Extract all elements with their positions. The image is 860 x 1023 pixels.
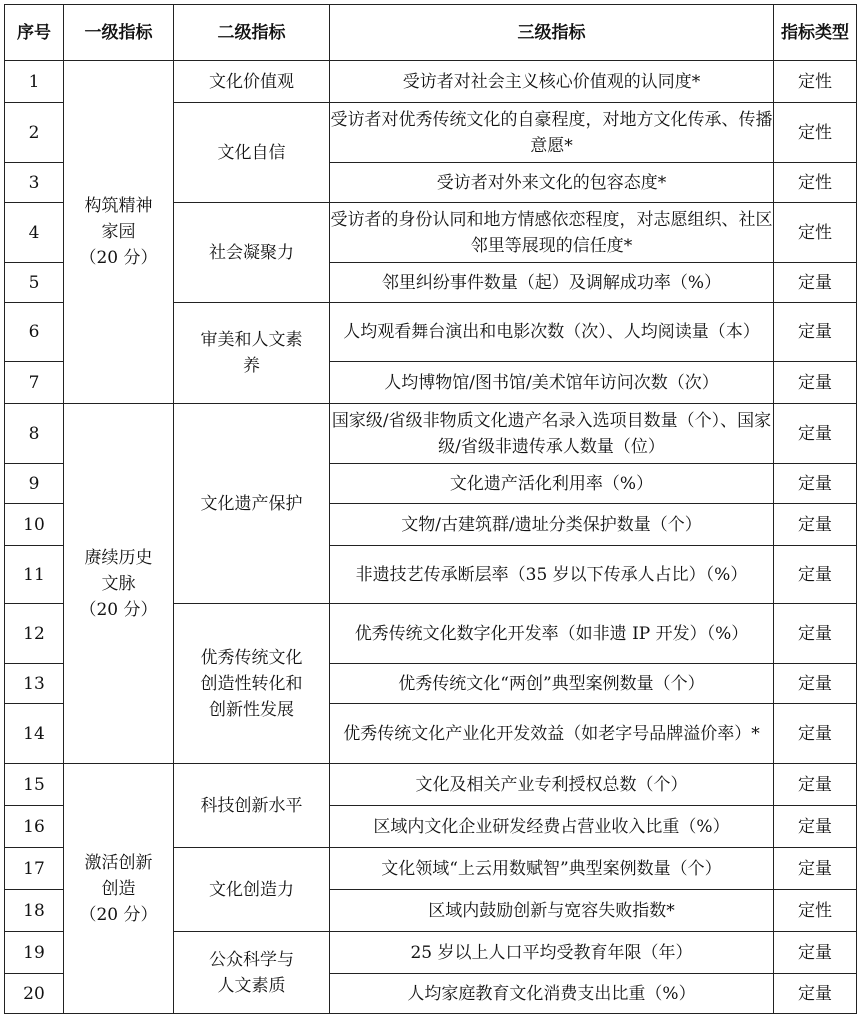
level3-cell: 邻里纠纷事件数量（起）及调解成功率（%） (330, 263, 774, 303)
level3-cell: 文化遗产活化利用率（%） (330, 464, 774, 504)
header-level1: 一级指标 (64, 5, 174, 61)
level2-text: 文化自信 (217, 142, 286, 163)
row-number: 15 (5, 764, 64, 806)
row-number: 9 (5, 464, 64, 504)
level2-text: 文化遗产保护 (200, 493, 303, 514)
row-number: 7 (5, 362, 64, 404)
header-no: 序号 (5, 5, 64, 61)
type-cell: 定性 (774, 163, 857, 203)
level1-text: 构筑精神 (84, 196, 153, 216)
type-cell: 定量 (774, 664, 857, 704)
row-number: 18 (5, 890, 64, 932)
table-row (5, 61, 857, 103)
row-number: 8 (5, 404, 64, 464)
type-cell: 定量 (774, 546, 857, 604)
level3-cell: 非遗技艺传承断层率（35 岁以下传承人占比）（%） (330, 546, 774, 604)
row-number: 14 (5, 704, 64, 764)
level1-text: （20 分） (79, 599, 158, 620)
row-number: 1 (5, 61, 64, 103)
type-cell: 定性 (774, 103, 857, 163)
indicator-table (4, 4, 857, 1014)
row-number: 6 (5, 303, 64, 362)
type-cell: 定性 (774, 61, 857, 103)
level1-text: （20 分） (79, 248, 158, 268)
level2-text: 审美和人文素 (200, 330, 303, 350)
level2-text: 社会凝聚力 (209, 242, 294, 263)
level2-text: 创新性发展 (209, 699, 294, 720)
level3-cell: 受访者对优秀传统文化的自豪程度，对地方文化传承、传播意愿* (330, 103, 774, 163)
level2-cell (174, 604, 330, 764)
level1-text: （20 分） (79, 904, 158, 925)
type-cell: 定量 (774, 604, 857, 664)
header-row (5, 5, 857, 61)
level2-cell (174, 61, 330, 103)
level3-cell: 区域内文化企业研发经费占营业收入比重（%） (330, 806, 774, 848)
level1-text: 文脉 (101, 573, 136, 594)
row-number: 11 (5, 546, 64, 604)
level3-cell: 文物/古建筑群/遗址分类保护数量（个） (330, 504, 774, 546)
row-number: 13 (5, 664, 64, 704)
level3-cell: 人均家庭教育文化消费支出比重（%） (330, 974, 774, 1014)
row-number: 19 (5, 932, 64, 974)
level1-text: 创造 (101, 878, 136, 899)
table-row (5, 764, 857, 806)
row-number: 10 (5, 504, 64, 546)
level3-cell: 文化领域“上云用数赋智”典型案例数量（个） (330, 848, 774, 890)
row-number: 17 (5, 848, 64, 890)
level2-text: 公众科学与 (209, 949, 294, 970)
type-cell: 定量 (774, 764, 857, 806)
row-number: 2 (5, 103, 64, 163)
level2-cell (174, 303, 330, 404)
type-cell: 定性 (774, 890, 857, 932)
row-number: 3 (5, 163, 64, 203)
level1-text: 激活创新 (84, 852, 153, 873)
level3-cell: 人均观看舞台演出和电影次数（次）、人均阅读量（本） (330, 303, 774, 362)
type-cell: 定量 (774, 303, 857, 362)
row-number: 12 (5, 604, 64, 664)
row-number: 5 (5, 263, 64, 303)
header-level3: 三级指标 (330, 5, 774, 61)
type-cell: 定量 (774, 806, 857, 848)
type-cell: 定量 (774, 263, 857, 303)
row-number: 20 (5, 974, 64, 1014)
type-cell: 定量 (774, 932, 857, 974)
level2-text: 优秀传统文化 (200, 647, 303, 668)
level2-text: 养 (243, 356, 260, 376)
type-cell: 定量 (774, 974, 857, 1014)
level3-cell: 优秀传统文化产业化开发效益（如老字号品牌溢价率）* (330, 704, 774, 764)
level1-cell (64, 61, 174, 404)
level3-cell: 25 岁以上人口平均受教育年限（年） (330, 932, 774, 974)
level2-text: 科技创新水平 (200, 795, 303, 816)
level3-cell: 优秀传统文化数字化开发率（如非遗 IP 开发）（%） (330, 604, 774, 664)
type-cell: 定量 (774, 504, 857, 546)
level2-cell (174, 404, 330, 604)
type-cell: 定量 (774, 362, 857, 404)
header-type: 指标类型 (774, 5, 857, 61)
header-level2: 二级指标 (174, 5, 330, 61)
level2-cell (174, 848, 330, 932)
level2-text: 文化创造力 (209, 879, 294, 900)
level3-cell: 受访者对社会主义核心价值观的认同度* (330, 61, 774, 103)
level2-cell (174, 932, 330, 1014)
level1-cell (64, 764, 174, 1014)
level2-text: 文化价值观 (209, 71, 294, 92)
type-cell: 定量 (774, 404, 857, 464)
level3-cell: 优秀传统文化“两创”典型案例数量（个） (330, 664, 774, 704)
level3-cell: 受访者对外来文化的包容态度* (330, 163, 774, 203)
level3-cell: 区域内鼓励创新与宽容失败指数* (330, 890, 774, 932)
level2-cell (174, 203, 330, 303)
row-number: 16 (5, 806, 64, 848)
level3-cell: 受访者的身份认同和地方情感依恋程度，对志愿组织、社区邻里等展现的信任度* (330, 203, 774, 263)
level1-cell (64, 404, 174, 764)
type-cell: 定量 (774, 464, 857, 504)
level3-cell: 文化及相关产业专利授权总数（个） (330, 764, 774, 806)
level2-cell (174, 103, 330, 203)
row-number: 4 (5, 203, 64, 263)
level3-cell: 国家级/省级非物质文化遗产名录入选项目数量（个）、国家级/省级非遗传承人数量（位） (330, 404, 774, 464)
level2-cell (174, 764, 330, 848)
type-cell: 定量 (774, 704, 857, 764)
level1-text: 赓续历史 (84, 547, 153, 568)
level1-text: 家园 (101, 222, 136, 242)
type-cell: 定量 (774, 848, 857, 890)
level3-cell: 人均博物馆/图书馆/美术馆年访问次数（次） (330, 362, 774, 404)
type-cell: 定性 (774, 203, 857, 263)
level2-text: 创造性转化和 (200, 673, 303, 694)
table-row (5, 404, 857, 464)
level2-text: 人文素质 (217, 975, 286, 996)
